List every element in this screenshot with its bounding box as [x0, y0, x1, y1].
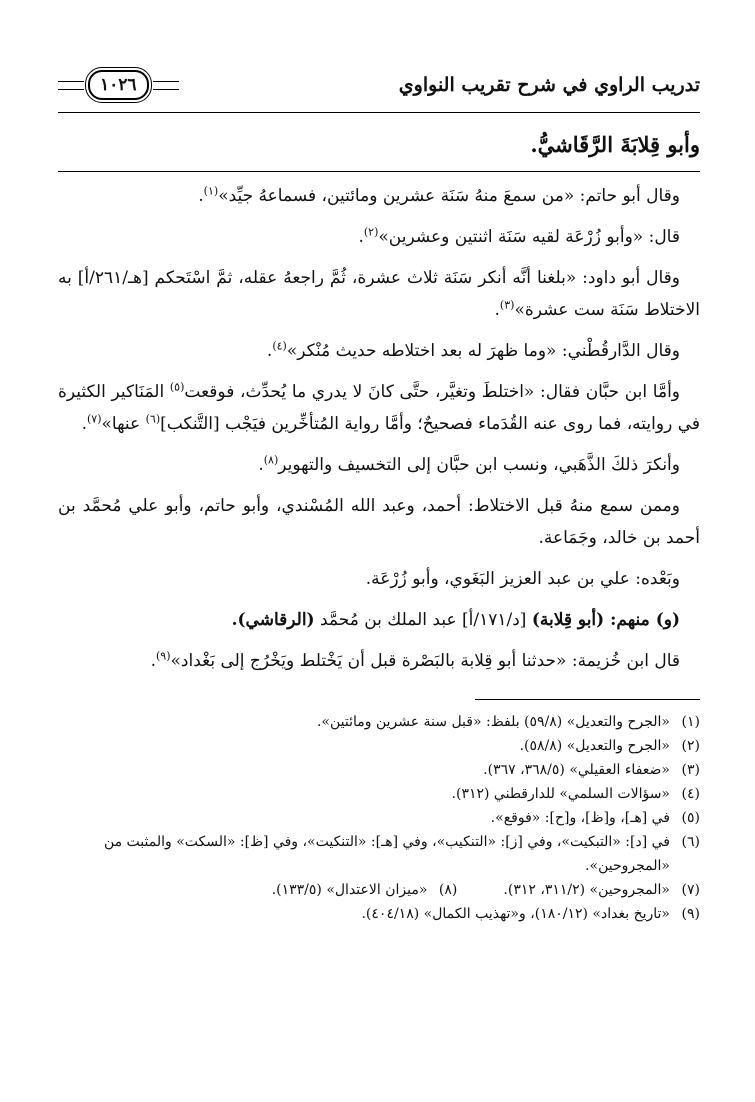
- footnote-text: «تاريخ بغداد» (١٨٠/١٢)، و«تهذيب الكمال» (٤٠٤/١٨).: [361, 906, 670, 922]
- paragraph-end: .: [494, 300, 500, 320]
- paragraph: [58, 335, 700, 367]
- page: [58, 62, 700, 926]
- footnote-text: «ضعفاء العقيلي» (٣٦٨/٥، ٣٦٧).: [483, 762, 670, 778]
- title-divider: [58, 171, 700, 172]
- matn-end: .: [231, 610, 238, 630]
- footnote-text: «ميزان الاعتدال» (١٣٣/٥).: [271, 882, 428, 898]
- footnote-ref: (٨): [263, 453, 279, 467]
- footnote-text: «الجرح والتعديل» (٥٨/٨).: [519, 738, 670, 754]
- matn-name: [د/١٧١/أ] عبد الملك بن مُحمَّد: [314, 610, 532, 630]
- paragraph-text: وأمَّا ابن حبَّان فقال: «اختلطَ وتغيَّر، حتَّى كانَ لا يدري ما يُحدِّث، فوقعت: [184, 382, 680, 402]
- paragraph-text: المَنَاكير الكثيرة في روايته، فما روى عنه القُدَماء فصحيحٌ؛ وأمَّا رواية المُتأخِّرين فيَجْب [التَّنكب]: [58, 382, 700, 434]
- footnote-divider: [475, 699, 700, 700]
- footnote-number: (٧): [681, 882, 700, 898]
- footnote-number: (٩): [681, 906, 700, 922]
- footnote: [58, 806, 700, 830]
- footnote-text: في [د]: «التبكيت»، وفي [ز]: «التنكيب»، وفي [هـ]: «التنكيت»، وفي [ظ]: «السكت» والمثبت من «المجروحين».: [103, 834, 670, 874]
- footnote-ref: (٩): [155, 649, 171, 663]
- paragraph-text: وقال الدَّارقُطْني: «وما ظهرَ له بعد اختلاطه حديث مُنْكر»: [286, 341, 680, 361]
- footnote: [58, 902, 700, 926]
- paragraph-end: .: [150, 651, 156, 671]
- paragraph-text: عنها»: [101, 414, 146, 434]
- running-header: [58, 62, 700, 113]
- paragraph-end: .: [81, 414, 87, 434]
- footnote-ref: (٣): [499, 298, 515, 312]
- paragraph-end: .: [266, 341, 273, 361]
- footnote-number: (٣): [681, 762, 700, 778]
- paragraph-text: وقال أبو حاتم: «من سمعَ منهُ سَنَة عشرين ومائتين، فسماعهُ جيِّد»: [218, 186, 680, 206]
- paragraph: [58, 490, 700, 554]
- paragraph-text: وأنكرَ ذلكَ الذَّهَبي، ونسب ابن حبَّان إلى التخسيف والتهوير: [278, 455, 680, 475]
- footnote: [503, 878, 700, 902]
- footnote-ref: (٤): [272, 339, 287, 353]
- footnote-row: [58, 878, 700, 902]
- paragraph-text: وقال أبو داود: «بلغنا أنَّه أنكر سَنَة ثلاث عشرة، ثُمَّ راجعهُ عقله، ثمَّ اسْتَحكم [هـ/٢٦١/أ] به الاختلاط سَنَة ست عشرة»: [58, 268, 700, 320]
- ornament-rule: [58, 81, 84, 90]
- footnote: [58, 830, 700, 878]
- footnote: [58, 782, 700, 806]
- paragraph-end: .: [358, 227, 364, 247]
- matn-open: (و) منهم:: [604, 610, 680, 630]
- ornament-rule: [153, 81, 179, 90]
- footnote-text: في [هـ]، و[ظ]، و[ح]: «فوقع».: [490, 810, 670, 826]
- paragraph: [58, 376, 700, 440]
- page-number: ١٠٢٦: [88, 70, 149, 100]
- footnotes: [58, 710, 700, 926]
- footnote: [58, 734, 700, 758]
- footnote-number: (٤): [681, 786, 700, 802]
- footnote-ref: (٥): [169, 380, 185, 394]
- footnote-ref: (١): [203, 184, 219, 198]
- footnote-number: (١): [681, 714, 700, 730]
- paragraph: [58, 645, 700, 677]
- footnote-number: (٨): [438, 882, 458, 898]
- paragraph-end: .: [198, 186, 204, 206]
- footnote-text: «المجروحين» (٣١١/٢، ٣١٢).: [503, 882, 670, 898]
- matn-line: [58, 604, 700, 636]
- main-text: [58, 180, 700, 677]
- matn-kunya: (أبو قِلابة): [531, 610, 605, 630]
- paragraph-end: .: [258, 455, 264, 475]
- paragraph: [58, 449, 700, 481]
- page-number-badge: [58, 70, 179, 100]
- footnote-number: (٥): [681, 810, 700, 826]
- paragraph: [58, 221, 700, 253]
- matn-nisba: (الرقاشي): [237, 610, 315, 630]
- section-title: وأبو قِلابَةَ الرَّقَاشيُّ.: [530, 132, 700, 157]
- footnote: [58, 710, 700, 734]
- paragraph: [58, 262, 700, 326]
- paragraph: [58, 180, 700, 212]
- footnote: [272, 878, 458, 902]
- paragraph-text: قال: «وأبو زُرْعَة لقيه سَنَة اثنتين وعشرين»: [378, 227, 680, 247]
- footnote-text: «سؤالات السلمي» للدارقطني (٣١٢).: [451, 786, 670, 802]
- footnote-ref: (٦): [145, 412, 161, 426]
- paragraph-text: قال ابن خُزيمة: «حدثنا أبو قِلابة بالبَصْرة قبل أن يَخْتلط ويَخْرُج إلى بَغْداد»: [170, 651, 680, 671]
- footnote-ref: (٢): [363, 225, 379, 239]
- footnote-number: (٦): [681, 834, 700, 850]
- paragraph-text: وبَعْده: علي بن عبد العزيز البَغَوي، وأبو زُرْعَة.: [365, 569, 680, 589]
- footnote-ref: (٧): [86, 412, 102, 426]
- footnote: [58, 758, 700, 782]
- footnote-number: (٢): [681, 738, 700, 754]
- paragraph: [58, 563, 700, 595]
- header-title: تدريب الراوي في شرح تقريب النواوي: [398, 74, 700, 96]
- footnote-text: «الجرح والتعديل» (٥٩/٨) بلفظ: «قبل سنة عشرين ومائتين».: [316, 714, 670, 730]
- paragraph-text: وممن سمع منهُ قبل الاختلاط: أحمد، وعبد الله المُسْندي، وأبو حاتم، وأبو علي مُحمَّد بن أحمد بن خالد، وجَمَاعة.: [58, 496, 700, 548]
